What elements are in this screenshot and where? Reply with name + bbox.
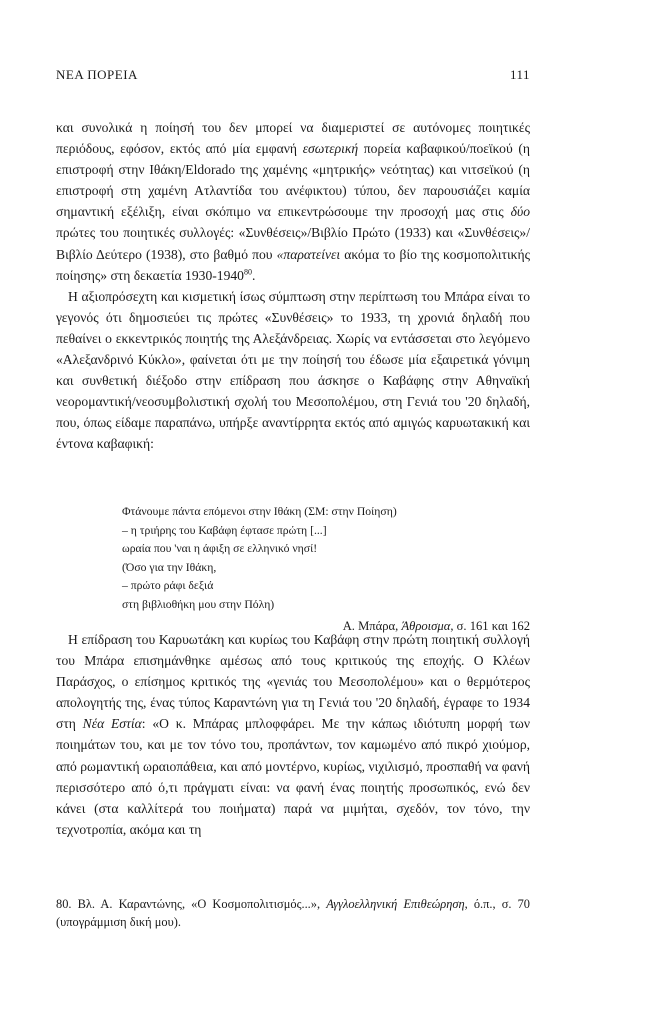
- paragraph-3-emphasis: Νέα Εστία: [82, 716, 142, 732]
- quote-line: ωραία που 'ναι η άφιξη σε ελληνικό νησί!: [122, 542, 318, 556]
- paragraph-1-text-c: πρώτες του ποιητικές συλλογές: «Συνθέσεις»/Βιβλίο Πρώτο (1933) και «Συνθέσεις»/ Βιβλίο Δεύτερο (1938), στο βαθμό που: [56, 225, 530, 262]
- paragraph-3: [56, 629, 530, 840]
- page-number: 111: [509, 67, 530, 82]
- quote-source-title: Άθροισμα: [401, 618, 451, 633]
- quote-source-author: Α. Μπάρα,: [342, 618, 402, 633]
- footnote-reference[interactable]: 80: [243, 267, 252, 277]
- paragraph-1-text-a: και συνολικά η ποίησή του δεν μπορεί να διαμεριστεί σε αυτόνομες ποιητικές περιόδους, εφόσον, εκτός από μία εμφανή: [56, 120, 530, 157]
- running-head: ΝΕΑ ΠΟΡΕΙΑ: [56, 67, 138, 82]
- quote-line: – πρώτο ράφι δεξιά: [122, 579, 214, 593]
- paragraph-2: Η αξιοπρόσεχτη και κισμετική ίσως σύμπτωση στην περίπτωση του Μπάρα είναι το γεγονός ότι δημοσιεύει τις πρώτες «Συνθέσεις» το 1933, τη χρονιά δηλαδή που πεθαίνει ο εκκεντρικός ποιητής της Αλεξάνδρειας. Χωρίς να εντάσσεται στο λεγόμενο «Αλεξανδρινό Κύκλο», φαίνεται ότι με την ποίησή του έδωσε μία εξαιρετικά γόνιμη και συνθετική διέξοδο στην επίδραση που άσκησε ο Καβάφης στην Αθηναϊκή νεορομαντική/νεοσυμβολιστική σχολή του Μεσοπολέμου, στη Γενιά του '20 δηλαδή, που, όπως είδαμε παραπάνω, υπήρξε αναντίρρητα εκτός από αμιγώς καρυωτακική και έντονα καβαφική:: [56, 288, 530, 452]
- paragraph-3-text-b: : «Ο κ. Μπάρας μπλοφφάρει. Με την κάπως ιδιότυπη μορφή των ποιημάτων του, και με τον τόνο του, προπάντων, τον καμωμένο από πικρό χιούμορ, από ρωμαντική ωραιοπάθεια, και από μοντέρνο, κυρίως, νιχιλισμό, προσπαθή να φανή περισσότερο από ό,τι πράγματι είναι: να φανή ένας ποιητής προσωπικός, ενώ δεν κάνει (στα καλλίτερά του ποιήματα) παρά να μιμήται, σχεδόν, τον τόνο, την τεχνοτροπία, ακόμα και τη: [56, 716, 530, 837]
- paragraph-3-text-a: Η επίδραση του Καρυωτάκη και κυρίως του Καβάφη στην πρώτη ποιητική συλλογή του Μπάρα επισημάνθηκε αμέσως από τους κριτικούς της εποχής. Ο Κλέων Παράσχος, ο επίσημος κριτικός της «γενιάς του Μεσοπολέμου» και ο θερμότερος απολογητής της, ένας τύπος Καραντώνη για τη Γενιά του '20 δηλαδή, έγραφε το 1934 στη: [56, 632, 530, 732]
- paragraph-1-text-d: ακόμα το βίο της κοσμοπολιτικής ποίησης» στη δεκαετία 1930-1940: [56, 246, 530, 283]
- main-text-top: [56, 117, 530, 455]
- block-quote: [122, 503, 530, 635]
- paragraph-1-emphasis-c: «παρατείνει: [276, 246, 341, 262]
- paragraph-1-emphasis-b: δύο: [510, 204, 530, 220]
- paragraph-1-text-e: .: [251, 267, 256, 283]
- quote-line: Φτάνουμε πάντα επόμενοι στην Ιθάκη (ΣΜ: στην Ποίηση): [122, 505, 397, 518]
- quote-line: – η τριήρης του Καβάφη έφτασε πρώτη [...]: [122, 523, 327, 537]
- paragraph-1-emphasis-a: εσωτερική: [302, 141, 359, 157]
- footnote: [56, 895, 530, 931]
- footnote-journal-title: Αγγλοελληνική Επιθεώρηση: [326, 897, 465, 911]
- paragraph-1: [56, 117, 530, 286]
- footnote-text-b: , ό.π., σ. 70 (υπογράμμιση δική μου).: [56, 897, 531, 929]
- quote-line: (Όσο για την Ιθάκη,: [122, 560, 217, 574]
- paragraph-1-text-b: πορεία καβαφικού/ποεϊκού (η επιστροφή στην Ιθάκη/Eldorado της χαμένης «μητρικής» νεότητας) και νιτσεϊκού (η επιστροφή στη χαμένη Ατλαντίδα του ανέφικτου) τύπου, δεν παρουσιάζει καμία σημαντική εξέλιξη, είναι σκόπιμο να επικεντρώσουμε την προσοχή μας στις: [56, 141, 530, 220]
- quote-line: στη βιβλιοθήκη μου στην Πόλη): [122, 597, 275, 611]
- main-text-bottom: [56, 629, 530, 840]
- footnote-text-a: 80. Βλ. Α. Καραντώνης, «Ο Κοσμοπολιτισμός...»,: [56, 897, 327, 911]
- quote-source-pages: , σ. 161 και 162: [450, 618, 530, 633]
